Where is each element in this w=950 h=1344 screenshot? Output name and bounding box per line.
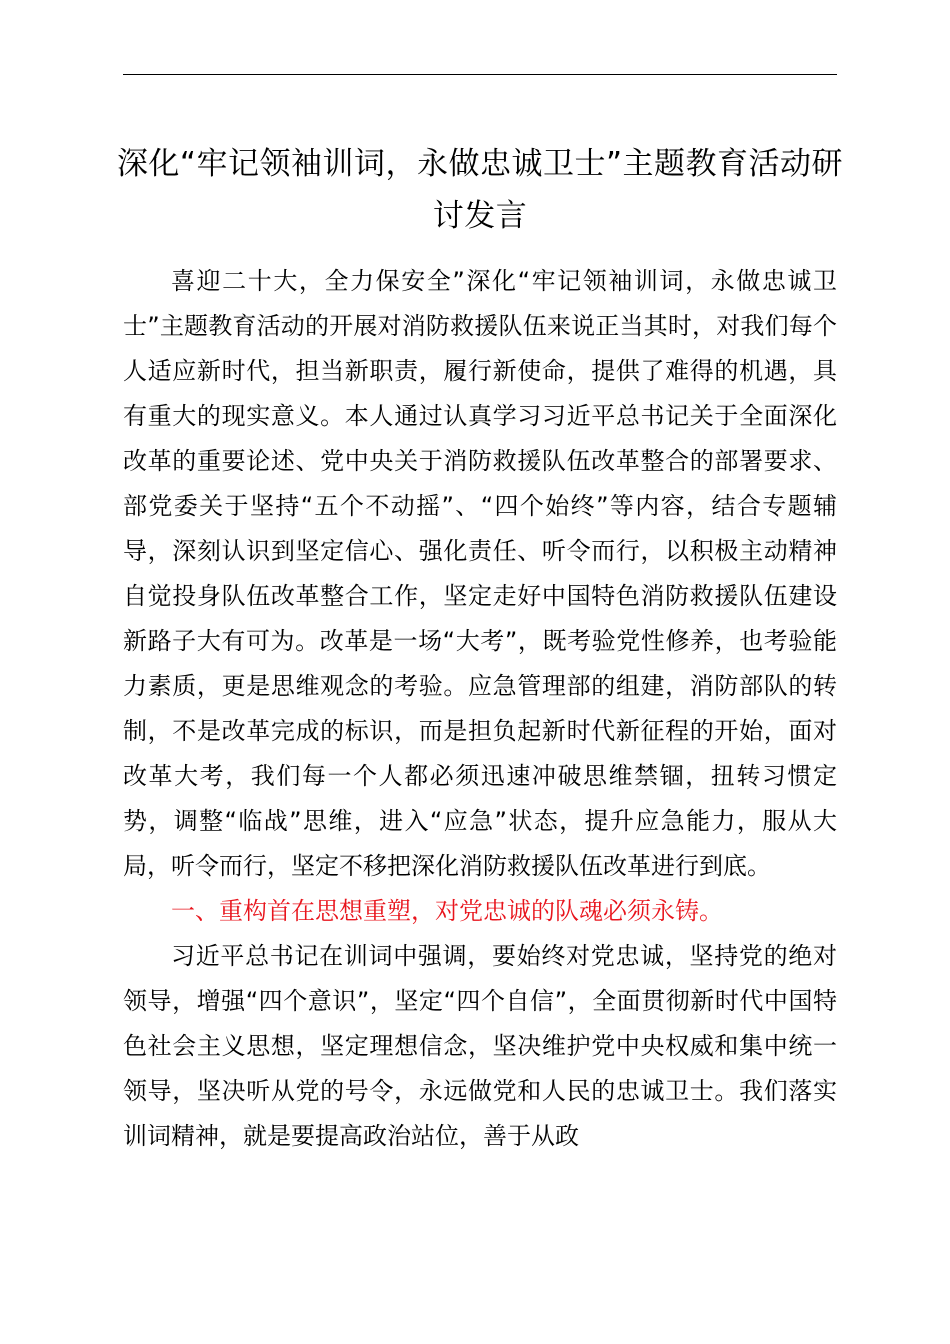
- document-title: 深化“牢记领袖训词，永做忠诚卫士”主题教育活动研讨发言: [116, 146, 844, 234]
- document-body: [123, 259, 837, 1159]
- section-1-paragraph: 习近平总书记在训词中强调，要始终对党忠诚，坚持党的绝对领导，增强“四个意识”，坚定“四个自信”，全面贯彻新时代中国特色社会主义思想，坚定理想信念，坚决维护党中央权威和集中统一领导，坚决听从党的号令，永远做党和人民的忠诚卫士。我们落实训词精神，就是要提高政治站位，善于从政: [123, 942, 837, 1150]
- header-rule: [123, 74, 837, 75]
- intro-paragraph: 喜迎二十大，全力保安全”深化“牢记领袖训词，永做忠诚卫士”主题教育活动的开展对消防救援队伍来说正当其时，对我们每个人适应新时代，担当新职责，履行新使命，提供了难得的机遇，具有重大的现实意义。本人通过认真学习习近平总书记关于全面深化改革的重要论述、党中央关于消防救援队伍改革整合的部署要求、部党委关于坚持“五个不动摇”、“四个始终”等内容，结合专题辅导，深刻认识到坚定信心、强化责任、听令而行，以积极主动精神自觉投身队伍改革整合工作，坚定走好中国特色消防救援队伍建设新路子大有可为。改革是一场“大考”，既考验党性修养，也考验能力素质，更是思维观念的考验。应急管理部的组建，消防部队的转制，不是改革完成的标识，而是担负起新时代新征程的开始，面对改革大考，我们每一个人都必须迅速冲破思维禁锢，扭转习惯定势，调整“临战”思维，进入“应急”状态，提升应急能力，服从大局，听令而行，坚定不移把深化消防救援队伍改革进行到底。: [123, 267, 837, 880]
- section-heading-1: 一、重构首在思想重塑，对党忠诚的队魂必须永铸。: [171, 897, 723, 925]
